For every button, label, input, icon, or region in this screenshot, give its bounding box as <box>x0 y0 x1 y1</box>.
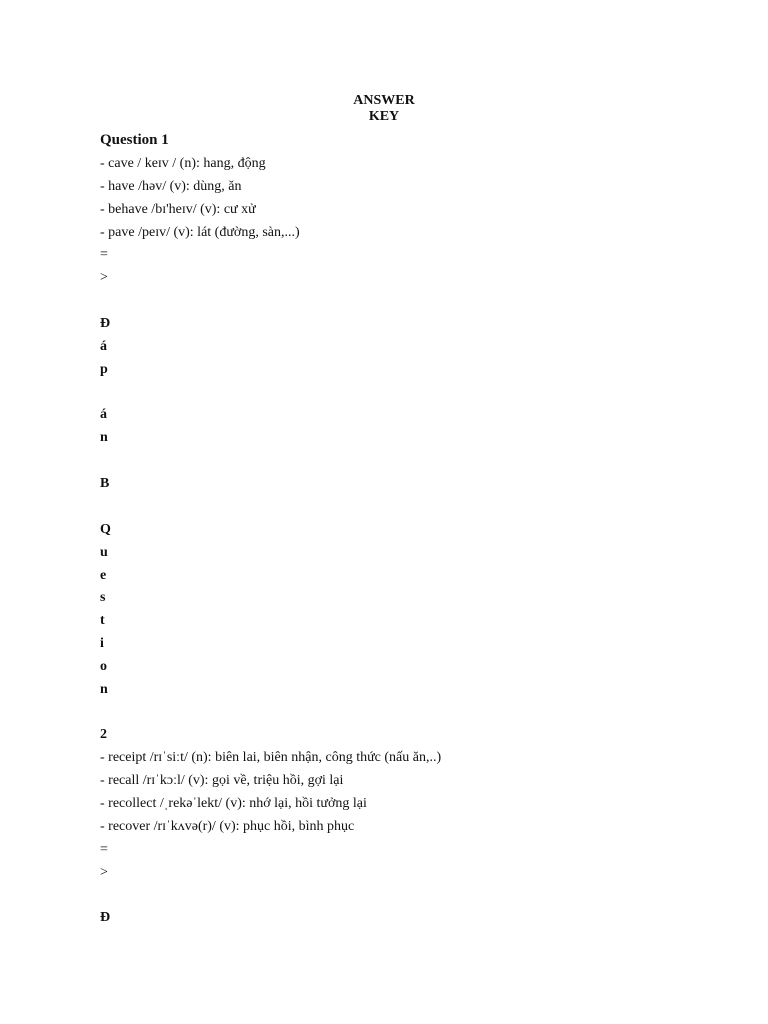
question-1-answer-label-char: Đ <box>100 316 111 331</box>
title-line-1: ANSWER <box>353 93 415 108</box>
question-1-answer-label-char: p <box>100 362 108 377</box>
question-1-arrow-part-1: = <box>100 247 108 262</box>
question-2-arrow-part-2: > <box>100 865 108 880</box>
question-2-number: 2 <box>100 727 107 742</box>
question-1-heading: Question 1 <box>100 132 169 148</box>
question-1-item-4: - pave /peɪv/ (v): lát (đường, sàn,...) <box>100 225 300 240</box>
question-1-item-2: - have /həv/ (v): dùng, ăn <box>100 179 242 194</box>
question-2-heading-char: n <box>100 682 108 697</box>
question-1-answer: B <box>100 476 110 491</box>
question-2-heading-char: o <box>100 659 107 674</box>
question-1-answer-label-char: á <box>100 339 107 354</box>
question-2-heading-char: t <box>100 613 105 628</box>
question-2-answer-label-char: Đ <box>100 910 111 925</box>
question-2-heading-char: Q <box>100 522 111 537</box>
question-2-heading-char: u <box>100 545 108 560</box>
question-1-item-3: - behave /bɪ'heɪv/ (v): cư xử <box>100 202 256 217</box>
question-1-item-1: - cave / keɪv / (n): hang, động <box>100 156 266 171</box>
question-2-heading-char: i <box>100 636 104 651</box>
question-2-heading-char: e <box>100 568 107 583</box>
question-2-item-1: - receipt /rɪˈsiːt/ (n): biên lai, biên nhận, công thức (nấu ăn,..) <box>100 750 442 765</box>
question-2-item-2: - recall /rɪˈkɔːl/ (v): gọi về, triệu hồi, gợi lại <box>100 773 344 788</box>
question-2-heading-char: s <box>100 590 106 605</box>
title-line-2: KEY <box>368 109 400 124</box>
document-title <box>284 93 484 125</box>
question-2-arrow-part-1: = <box>100 842 108 857</box>
question-1-answer-label-char: n <box>100 430 108 445</box>
question-1-answer-label-char: á <box>100 407 107 422</box>
question-1-arrow-part-2: > <box>100 270 108 285</box>
question-2-item-3: - recollect /ˌrekəˈlekt/ (v): nhớ lại, hồi tưởng lại <box>100 796 367 811</box>
question-2-item-4: - recover /rɪˈkʌvə(r)/ (v): phục hồi, bình phục <box>100 819 355 834</box>
